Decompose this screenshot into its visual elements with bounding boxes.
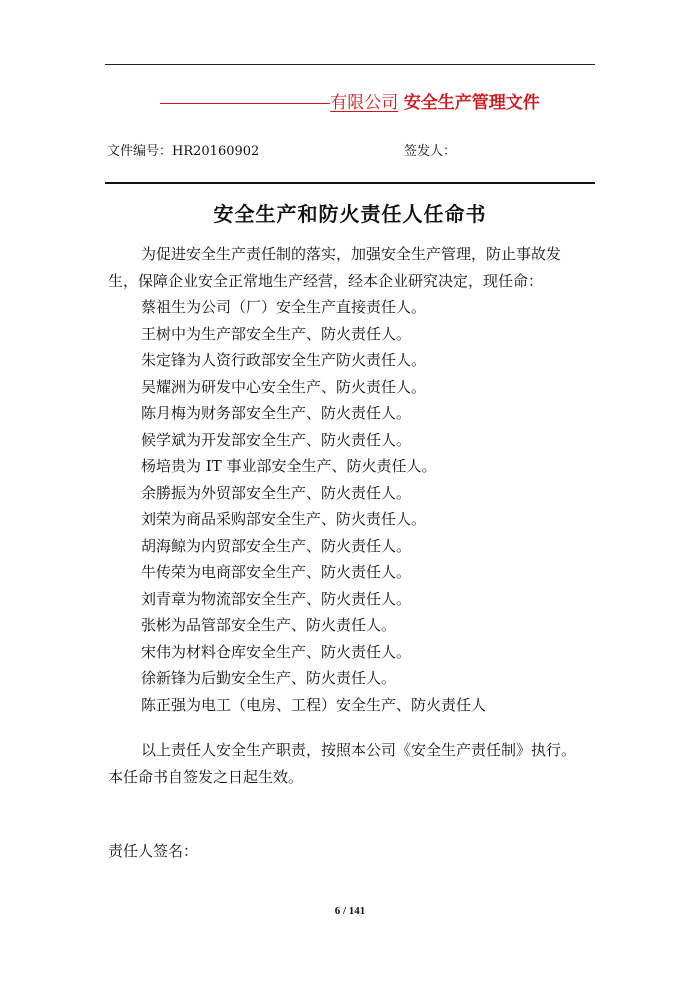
page-title: 安全生产和防火责任人任命书	[213, 202, 487, 226]
header-title: 安全生产管理文件	[403, 93, 540, 113]
list-item: 牛传荣为电商部安全生产、防火责任人。	[141, 563, 412, 581]
list-item: 吴耀洲为研发中心安全生产、防火责任人。	[141, 377, 427, 396]
list-item: 刘青章为物流部安全生产、防火责任人。	[141, 589, 412, 608]
signature-label: 责任人签名：	[108, 842, 199, 860]
list-item: 王树中为生产部安全生产、防火责任人。	[141, 324, 412, 343]
list-item: 宋伟为材料仓库安全生产、防火责任人。	[141, 642, 412, 661]
list-item: 朱定锋为人资行政部安全生产防火责任人。	[141, 351, 427, 369]
list-item: 徐新锋为后勤安全生产、防火责任人。	[141, 669, 397, 687]
document-body	[108, 241, 598, 718]
issuer-label: 签发人：	[404, 144, 457, 159]
list-item: 刘荣为商品采购部安全生产、防火责任人。	[141, 510, 427, 528]
closing-line-1: 以上责任人安全生产职责，按照本公司《安全生产责任制》执行。	[141, 741, 577, 759]
list-item: 杨培贵为 IT 事业部安全生产、防火责任人。	[141, 457, 437, 475]
list-item: 陈月梅为财务部安全生产、防火责任人。	[141, 404, 412, 422]
closing-line-2: 本任命书自签发之日起生效。	[108, 767, 304, 786]
company-name-blank	[160, 102, 330, 104]
closing-paragraph	[108, 737, 598, 790]
list-item: 余勝振为外贸部安全生产、防火责任人。	[141, 483, 412, 502]
list-item: 蔡祖生为公司（厂）安全生产直接责任人。	[141, 298, 427, 316]
file-number: 文件编号：HR20160902	[107, 144, 260, 159]
appointment-list	[108, 294, 598, 718]
top-rule	[105, 64, 595, 65]
list-item: 陈正强为电工（电房、工程）安全生产、防火责任人	[141, 695, 487, 714]
list-item: 候学斌为开发部安全生产、防火责任人。	[141, 430, 412, 449]
company-suffix: 有限公司	[330, 93, 399, 113]
document-header	[0, 88, 700, 113]
list-item: 张彬为品管部安全生产、防火责任人。	[141, 616, 397, 634]
list-item: 胡海鲸为内贸部安全生产、防火责任人。	[141, 536, 412, 555]
intro-line-1: 为促进安全生产责任制的落实，加强安全生产管理，防止事故发	[141, 245, 562, 263]
intro-line-2: 生，保障企业安全正常地生产经营，经本企业研究决定，现任命：	[108, 271, 544, 290]
header-divider	[105, 182, 595, 184]
page-number: 6 / 141	[334, 905, 366, 917]
